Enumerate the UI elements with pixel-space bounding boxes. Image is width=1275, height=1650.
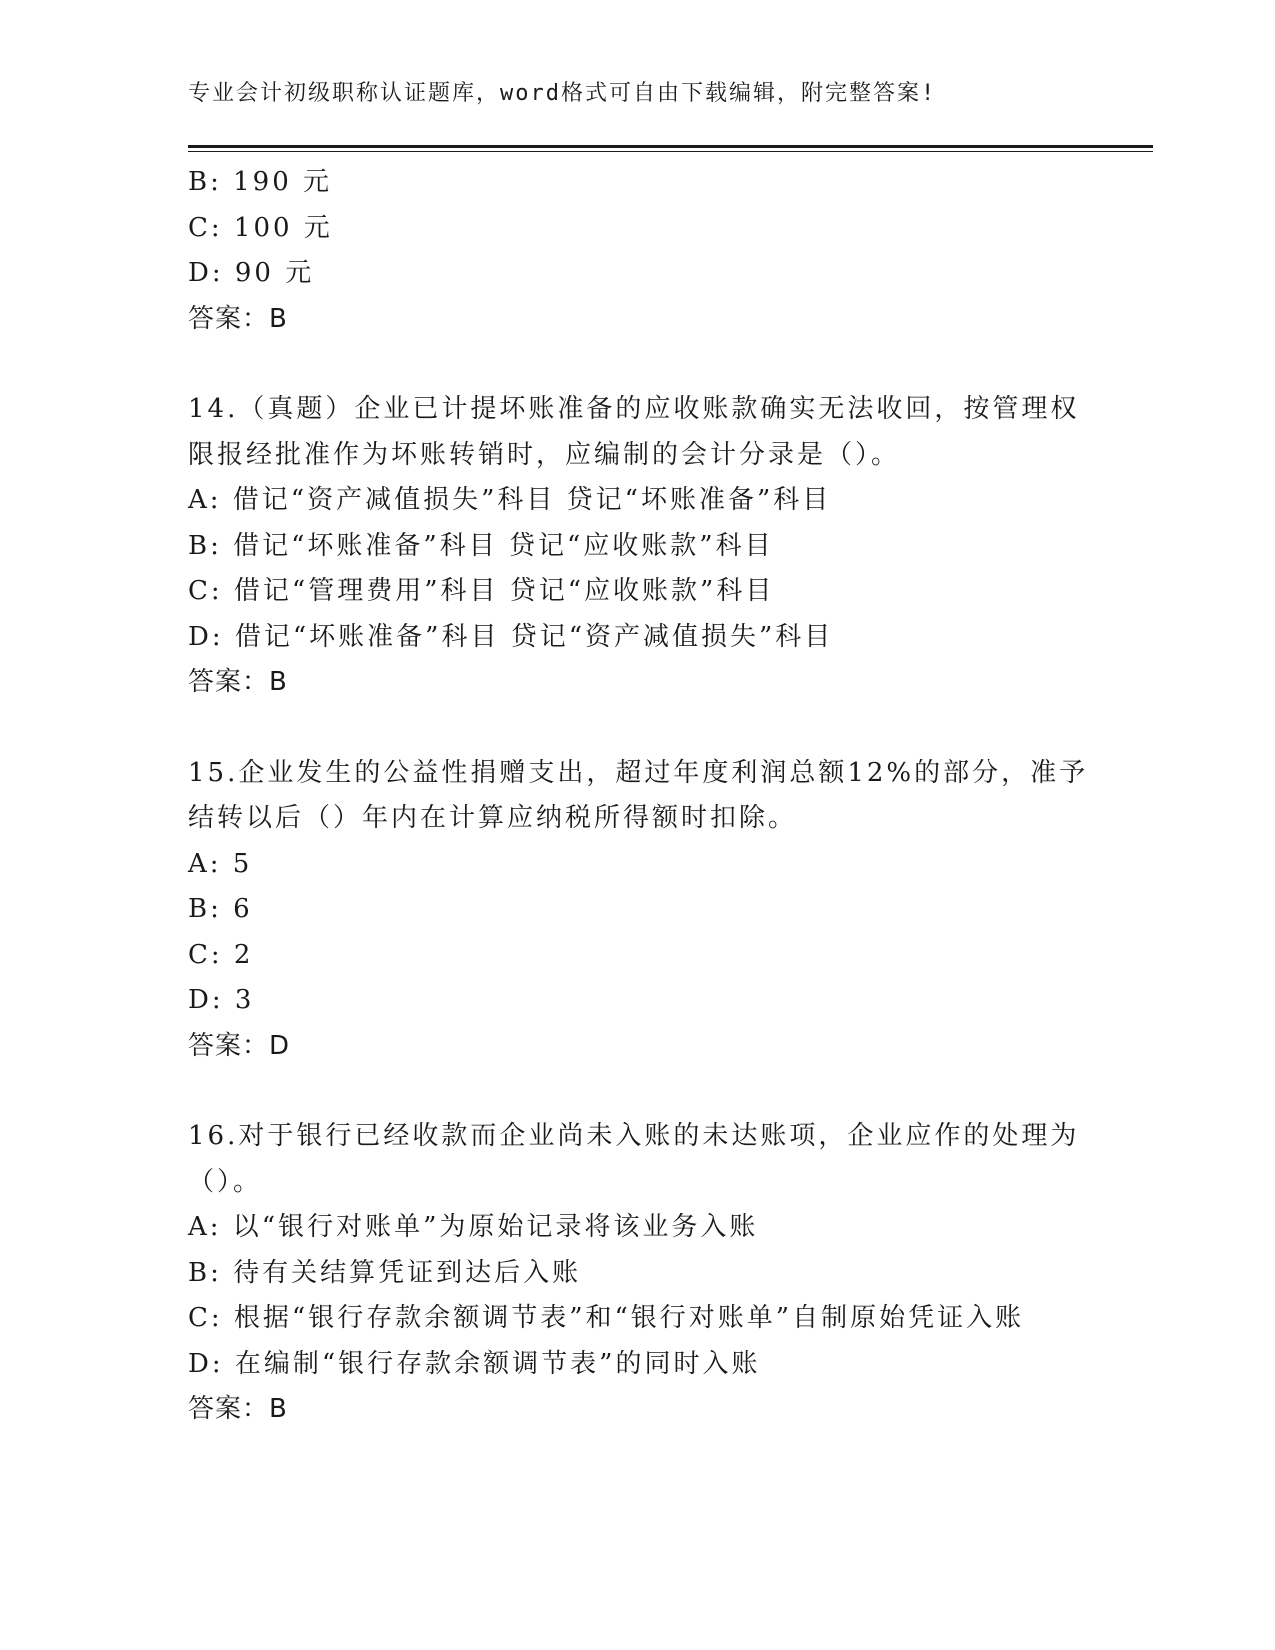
- option-d: D: 3: [188, 985, 255, 1015]
- option-b: B: 待有关结算凭证到达后入账: [188, 1257, 582, 1288]
- option-a: A: 借记“资产减值损失”科目 贷记“坏账准备”科目: [188, 485, 832, 515]
- answer: 答案：B: [188, 1394, 288, 1424]
- question-stem-line: （）。: [188, 1166, 263, 1197]
- question-stem-line: 15.企业发生的公益性捐赠支出，超过年度利润总额12%的部分，准予: [188, 757, 1089, 788]
- option-a: A: 以“银行对账单”为原始记录将该业务入账: [188, 1212, 759, 1242]
- question-content: [188, 160, 1088, 1478]
- option-d: D: 90 元: [188, 258, 315, 288]
- option-c: C: 根据“银行存款余额调节表”和“银行对账单”自制原始凭证入账: [188, 1303, 1025, 1333]
- question-14: [188, 387, 1088, 706]
- answer: 答案：B: [188, 667, 288, 697]
- question-13: [188, 160, 1088, 342]
- question-stem-line: 16.对于银行已经收款而企业尚未入账的未达账项，企业应作的处理为: [188, 1121, 1080, 1151]
- answer: 答案：B: [188, 303, 288, 334]
- option-c: C: 2: [188, 939, 254, 970]
- question-stem-line: 14.（真题）企业已计提坏账准备的应收账款确实无法收回，按管理权: [188, 394, 1080, 424]
- option-b: B: 6: [188, 894, 253, 924]
- option-d: D: 在编制“银行存款余额调节表”的同时入账: [188, 1348, 761, 1379]
- option-a: A: 5: [188, 848, 253, 879]
- question-stem-line: 结转以后（）年内在计算应纳税所得额时扣除。: [188, 803, 798, 833]
- option-d: D: 借记“坏账准备”科目 贷记“资产减值损失”科目: [188, 621, 834, 652]
- option-b: B: 190 元: [188, 167, 333, 197]
- question-15: [188, 751, 1088, 1070]
- answer: 答案：D: [188, 1030, 291, 1061]
- header-rule-thick: [188, 145, 1153, 148]
- header-rule-thin: [188, 151, 1153, 152]
- question-stem-line: 限报经批准作为坏账转销时，应编制的会计分录是（）。: [188, 439, 901, 470]
- question-16: [188, 1114, 1088, 1433]
- option-b: B: 借记“坏账准备”科目 贷记“应收账款”科目: [188, 530, 774, 561]
- page-header: 专业会计初级职称认证题库，word格式可自由下载编辑，附完整答案!: [188, 81, 937, 106]
- option-c: C: 借记“管理费用”科目 贷记“应收账款”科目: [188, 576, 775, 606]
- option-c: C: 100 元: [188, 212, 333, 243]
